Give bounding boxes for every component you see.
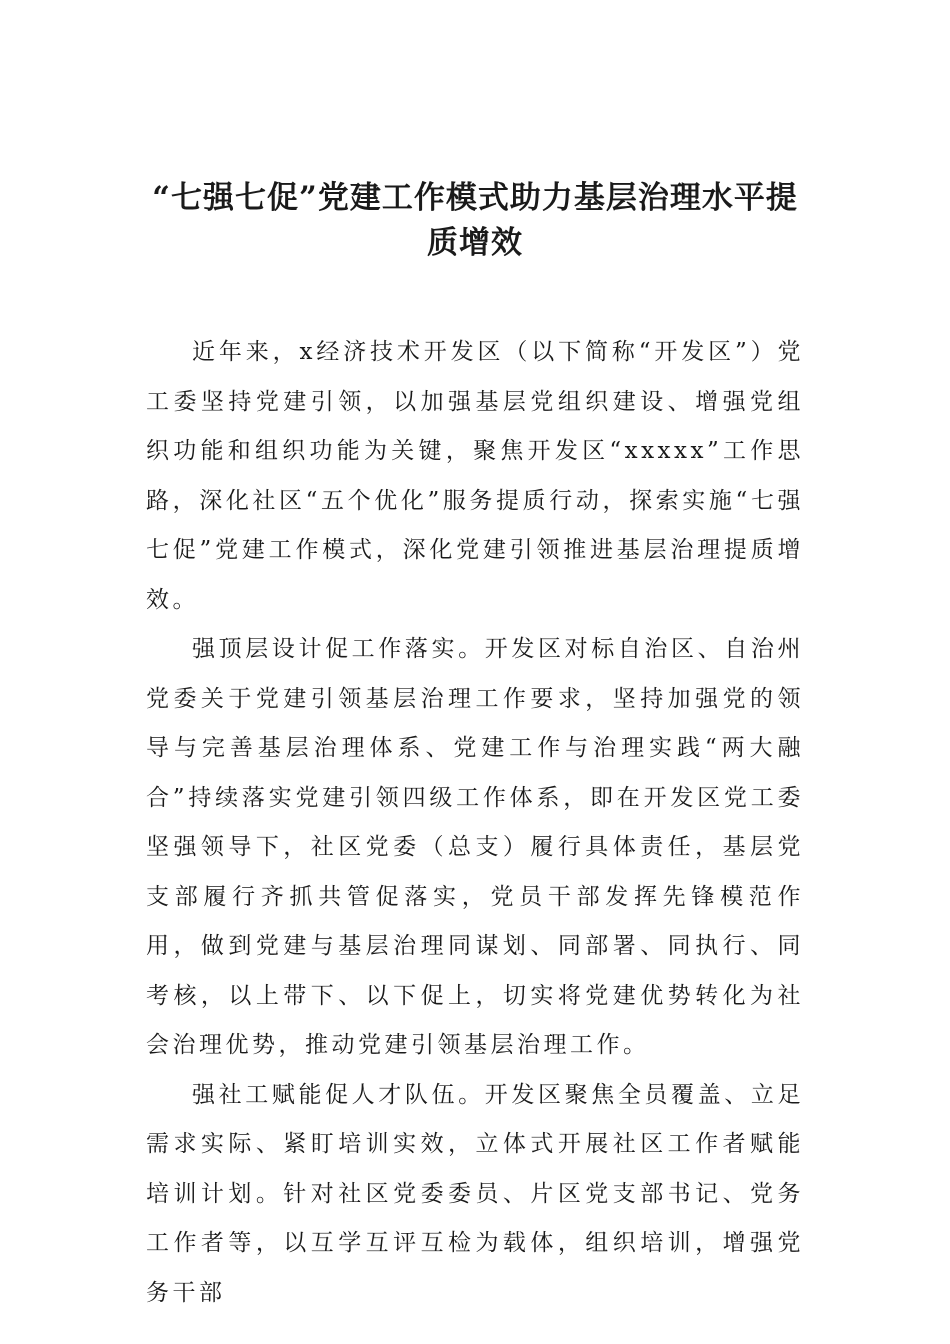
paragraph-top-level-design: 强顶层设计促工作落实。开发区对标自治区、自治州党委关于党建引领基层治理工作要求，坚持加强党的领导与完善基层治理体系、党建工作与治理实践“两大融合”持续落实党建引领四级工作体系，即在开发区党工委坚强领导下，社区党委（总支）履行具体责任，基层党支部履行齐抓共管促落实，党员干部发挥先锋模范作用，做到党建与基层治理同谋划、同部署、同执行、同考核，以上带下、以下促上，切实将党建优势转化为社会治理优势，推动党建引领基层治理工作。 — [146, 636, 804, 1058]
document-body — [146, 328, 804, 1318]
document-title: “七强七促”党建工作模式助力基层治理水平提质增效 — [152, 180, 798, 261]
paragraph-social-worker-empowerment: 强社工赋能促人才队伍。开发区聚焦全员覆盖、立足需求实际、紧盯培训实效，立体式开展社区工作者赋能培训计划。针对社区党委委员、片区党支部书记、党务工作者等，以互学互评互检为载体，组织培训，增强党务干部 — [146, 1081, 804, 1306]
paragraph-intro: 近年来，x经济技术开发区（以下简称“开发区”）党工委坚持党建引领，以加强基层党组织建设、增强党组织功能和组织功能为关键，聚焦开发区“xxxxx”工作思路，深化社区“五个优化”服务提质行动，探索实施“七强七促”党建工作模式，深化党建引领推进基层治理提质增效。 — [146, 339, 804, 613]
